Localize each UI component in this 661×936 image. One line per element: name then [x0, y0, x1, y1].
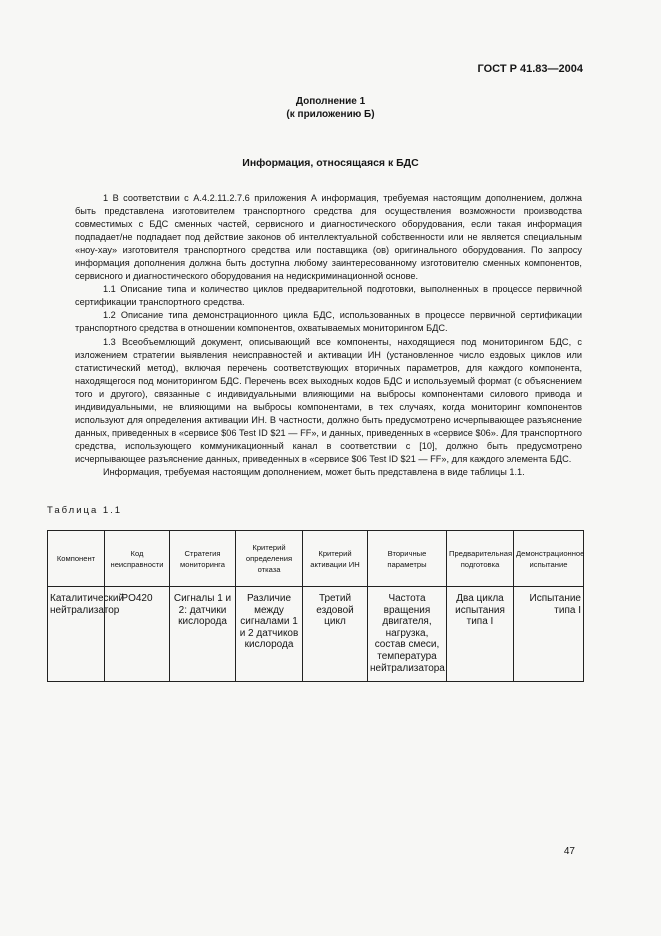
header-failure-criterion: Критерий определения отказа — [236, 531, 303, 587]
body-text — [75, 192, 582, 479]
cell-monitoring-strategy: Сигналы 1 и 2: датчики кислорода — [170, 587, 236, 682]
header-secondary-params: Вторичные параметры — [368, 531, 447, 587]
header-fault-code: Код неисправности — [105, 531, 170, 587]
section-heading: Информация, относящаяся к БДС — [242, 157, 419, 169]
header-component: Компонент — [48, 531, 105, 587]
cell-fault-code: PO420 — [105, 587, 170, 682]
cell-failure-criterion: Различие между сигналами 1 и 2 датчиков кислорода — [236, 587, 303, 682]
page-number: 47 — [563, 846, 575, 857]
header-preconditioning: Предварительная подготовка — [447, 531, 514, 587]
cell-mi-activation: Третий ездовой цикл — [303, 587, 368, 682]
cell-preconditioning: Два цикла испытания типа I — [447, 587, 514, 682]
appendix-title: Дополнение 1 — [295, 96, 366, 107]
paragraph-1-2: 1.2 Описание типа демонстрационного цикла БДС, использованных в процессе первичной сертификации транспортного средства в отношении компонентов, охватываемых мониторингом БДС. — [75, 310, 582, 334]
cell-secondary-params: Частота вращения двигателя, нагрузка, состав смеси, температура нейтрализатора — [368, 587, 447, 682]
standard-number: ГОСТ Р 41.83—2004 — [477, 63, 583, 75]
header-mi-activation: Критерий активации ИН — [303, 531, 368, 587]
table-header-row — [48, 531, 584, 587]
table-row — [48, 587, 584, 682]
appendix-subtitle: (к приложению Б) — [286, 109, 375, 120]
header-demonstration-test: Демонстрационное испытание — [514, 531, 584, 587]
paragraph-1-3: 1.3 Всеобъемлющий документ, описывающий все компоненты, находящиеся под мониторингом БДС, с изложением стратегии выявления неисправностей и активации ИН (установленное число ездовых циклов или статистический метод), включая перечень соответствующих вторичных параметров, для каждого компонента, находящегося под мониторингом БДС. Перечень всех выходных кодов БДС и используемый формат (с объяснением того и другого), связанные с индивидуальными влияющими на выбросы компонентами силового привода и индивидуальными, не влияющими на выбросы компонентами, в тех случаях, когда мониторинг компонентов используют для определения активации ИН. В частности, должно быть предусмотрено исчерпывающее разъяснение данных, приведенных в «сервисе $06 Test ID $21 — FF», и данных, приведенных в «сервисе $06». Для транспортного средства, использующего коммуникационный канал в соответствии с [10], должно быть предусмотрено исчерпывающее разъяснение данных, приведенных в «сервисе $06 Test ID $21 — FF», для каждого элемента БДС. — [75, 336, 582, 464]
paragraph-1-1: 1.1 Описание типа и количество циклов предварительной подготовки, выполненных в процессе первичной сертификации транспортного средства. — [75, 284, 582, 308]
appendix-header — [0, 95, 661, 121]
header-monitoring-strategy: Стратегия мониторинга — [170, 531, 236, 587]
paragraph-1: 1 В соответствии с А.4.2.11.2.7.6 приложения А информация, требуемая настоящим дополнением, должна быть представлена изготовителем транспортного средства для осуществления возможности производства совместимых с БДС сменных частей, сервисного и диагностического оборудования, если такая информация подпадает/не подпадает под действие законов об интеллектуальной собственности или не является специальным «ноу-хау» изготовителя транспортного средства или поставщика (ов) оригинального оборудования. По запросу информация дополнения должна быть доступна любому заинтересованному изготовителю сменных компонентов, сервисного и диагностического оборудования на недискриминационной основе. — [75, 193, 582, 282]
cell-component: Каталитический нейтрализатор — [48, 587, 105, 682]
paragraph-closing: Информация, требуемая настоящим дополнением, может быть представлена в виде таблицы 1.1. — [103, 466, 525, 477]
cell-demonstration-test: Испытание типа I — [514, 587, 584, 682]
obd-info-table — [47, 530, 584, 682]
table-caption: Таблица 1.1 — [47, 505, 123, 516]
